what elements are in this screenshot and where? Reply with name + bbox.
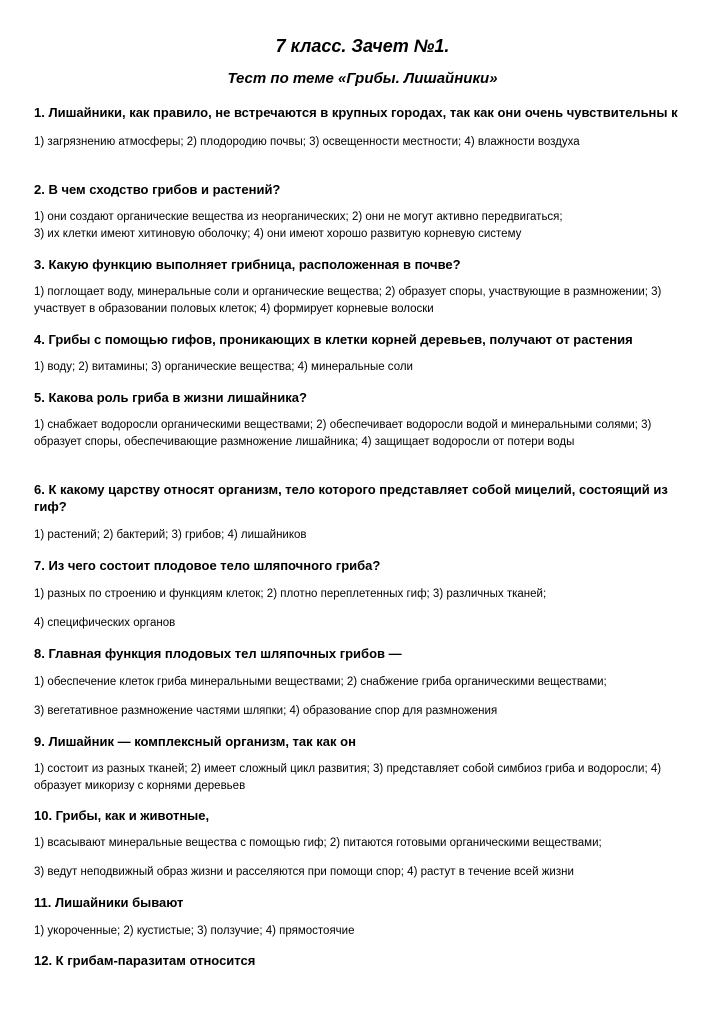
answer-8b: 3) вегетативное размножение частями шляпки; 4) образование спор для размножения xyxy=(34,705,498,717)
answer-4: 1) воду; 2) витамины; 3) органические вещества; 4) минеральные соли xyxy=(34,361,413,373)
question-6: 6. К какому царству относят организм, тело которого представляет собой мицелий, состоящий из гиф? xyxy=(34,482,668,514)
answer-8a: 1) обеспечение клеток гриба минеральными веществами; 2) снабжение гриба органическими веществами; xyxy=(34,676,607,688)
question-4: 4. Грибы с помощью гифов, проникающих в клетки корней деревьев, получают от растения xyxy=(34,332,633,347)
answer-6: 1) растений; 2) бактерий; 3) грибов; 4) лишайников xyxy=(34,529,307,541)
question-7: 7. Из чего состоит плодовое тело шляпочного гриба? xyxy=(34,558,381,573)
question-12: 12. К грибам-паразитам относится xyxy=(34,953,256,968)
question-5: 5. Какова роль гриба в жизни лишайника? xyxy=(34,390,307,405)
question-3: 3. Какую функцию выполняет грибница, расположенная в почве? xyxy=(34,257,461,272)
page-title: 7 класс. Зачет №1. xyxy=(275,36,450,56)
page-subtitle: Тест по теме «Грибы. Лишайники» xyxy=(227,70,498,87)
answer-9: 1) состоит из разных тканей; 2) имеет сложный цикл развития; 3) представляет собой симбиоз гриба и водоросли; 4) образует микоризу с корнями деревьев xyxy=(34,763,662,792)
answer-10b: 3) ведут неподвижный образ жизни и расселяются при помощи спор; 4) растут в течение всей жизни xyxy=(34,866,574,878)
answer-7a: 1) разных по строению и функциям клеток; 2) плотно переплетенных гиф; 3) различных тканей; xyxy=(34,588,547,600)
answer-2b: 3) их клетки имеют хитиновую оболочку; 4) они имеют хорошо развитую корневую систему xyxy=(34,228,522,240)
answer-7b: 4) специфических органов xyxy=(34,617,176,629)
question-8: 8. Главная функция плодовых тел шляпочных грибов — xyxy=(34,646,402,661)
question-11: 11. Лишайники бывают xyxy=(34,895,184,910)
answer-1: 1) загрязнению атмосферы; 2) плодородию почвы; 3) освещенности местности; 4) влажности воздуха xyxy=(34,136,580,148)
question-2: 2. В чем сходство грибов и растений? xyxy=(34,182,281,197)
answer-10a: 1) всасывают минеральные вещества с помощью гиф; 2) питаются готовыми органическими веществами; xyxy=(34,837,602,849)
question-10: 10. Грибы, как и животные, xyxy=(34,808,210,823)
answer-2a: 1) они создают органические вещества из неорганических; 2) они не могут активно передвигаться; xyxy=(34,211,563,223)
answer-5: 1) снабжает водоросли органическими веществами; 2) обеспечивает водоросли водой и минеральными солями; 3) образует споры, обеспечивающие размножение лишайника; 4) защищает водоросли от потери воды xyxy=(34,419,652,448)
question-9: 9. Лишайник — комплексный организм, так как он xyxy=(34,734,356,749)
answer-3: 1) поглощает воду, минеральные соли и органические вещества; 2) образует споры, участвующие в размножении; 3) участвует в образовании половых клеток; 4) формирует корневые волоски xyxy=(34,286,662,315)
answer-11: 1) укороченные; 2) кустистые; 3) ползучие; 4) прямостоячие xyxy=(34,925,355,937)
question-1: 1. Лишайники, как правило, не встречаются в крупных городах, так как они очень чувствительны к xyxy=(34,105,678,120)
